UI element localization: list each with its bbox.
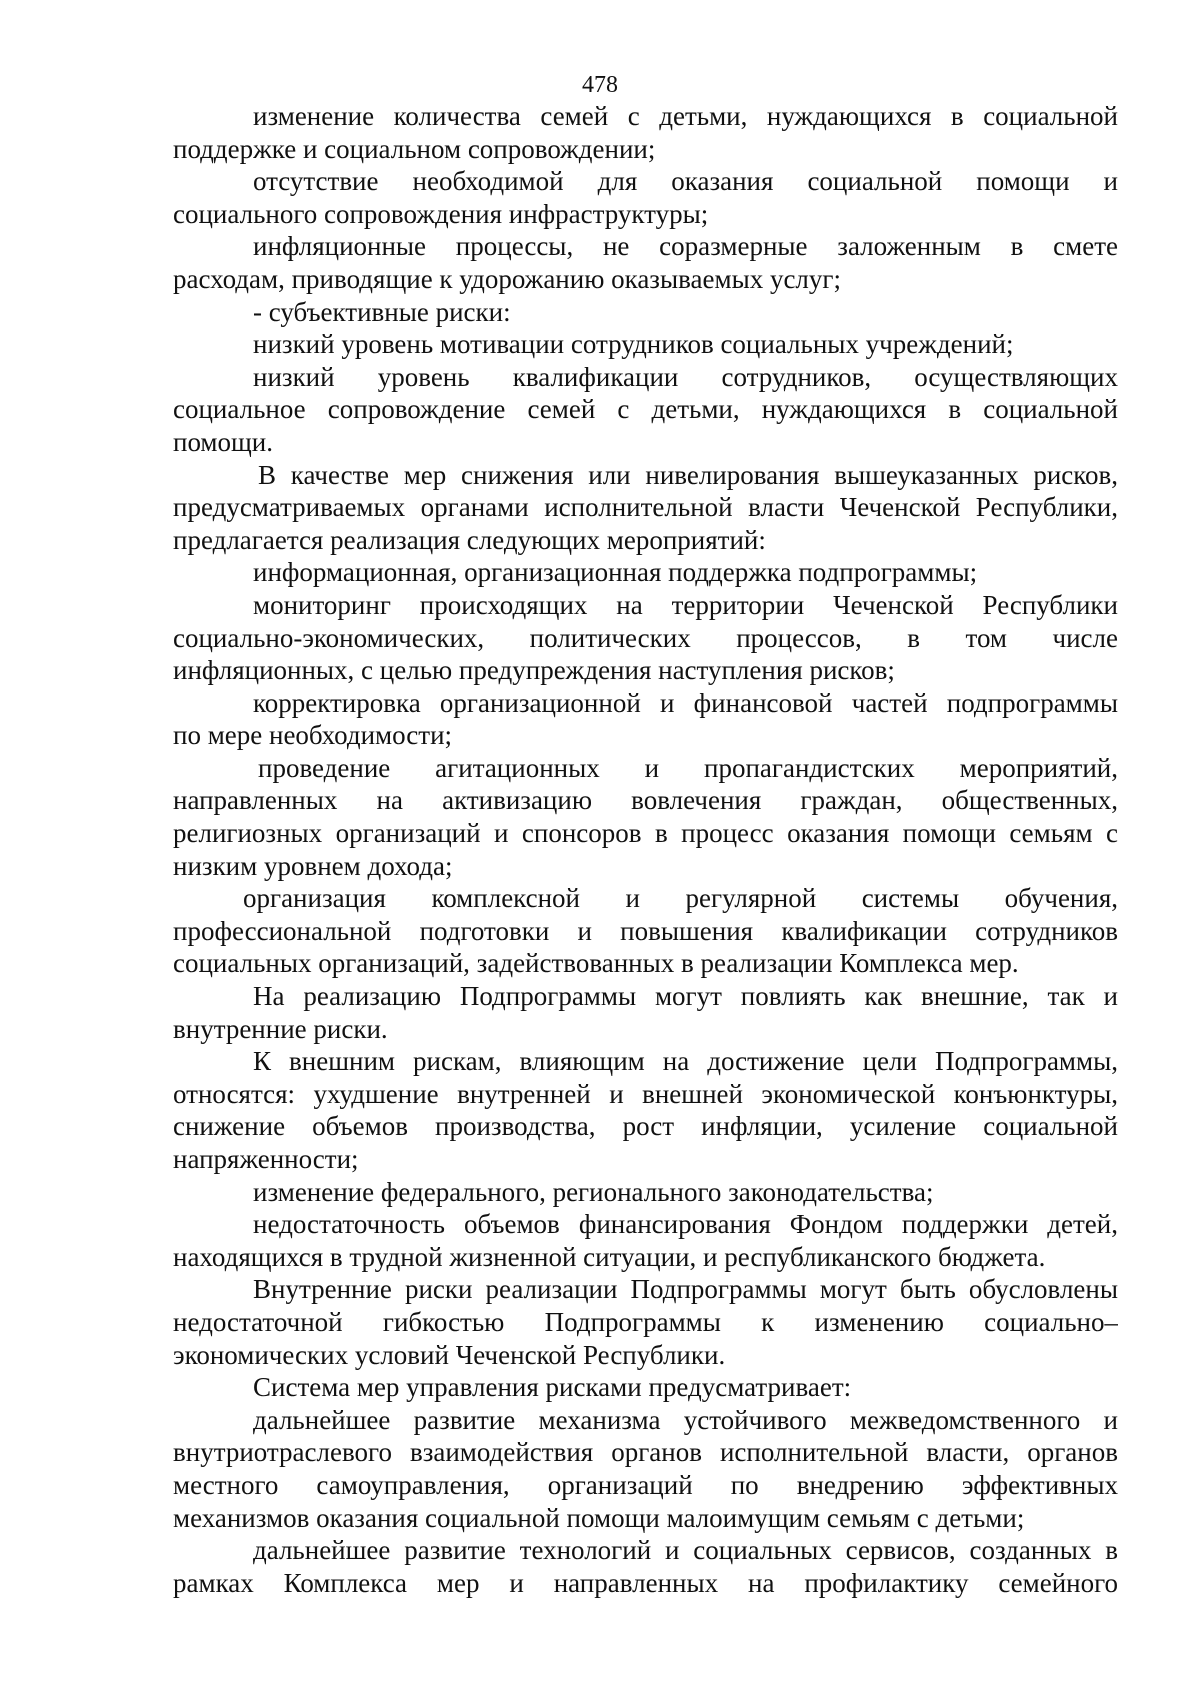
text-line: информационная, организационная поддержка подпрограммы; bbox=[253, 557, 978, 588]
text-line: относятся: ухудшение внутренней и внешней экономической конъюнктуры, bbox=[173, 1078, 1118, 1109]
text-line: недостаточность объемов финансирования Фондом поддержки детей, bbox=[253, 1209, 1118, 1240]
text-line: недостаточной гибкостью Подпрограммы к изменению социально– bbox=[173, 1306, 1118, 1337]
text-line: социально-экономических, политических процессов, в том числе bbox=[173, 622, 1118, 653]
text-line: низкий уровень квалификации сотрудников, осуществляющих bbox=[253, 361, 1118, 392]
text-line: внутренние риски. bbox=[173, 1013, 388, 1044]
text-line: внутриотраслевого взаимодействия органов исполнительной власти, органов bbox=[173, 1437, 1118, 1468]
text-line: социального сопровождения инфраструктуры; bbox=[173, 198, 709, 229]
text-line: напряженности; bbox=[173, 1144, 359, 1174]
text-line: экономических условий Чеченской Республики. bbox=[173, 1339, 726, 1370]
text-line: социальных организаций, задействованных в реализации Комплекса мер. bbox=[173, 948, 1019, 979]
text-line: Система мер управления рисками предусматривает: bbox=[253, 1372, 852, 1403]
text-line: помощи. bbox=[173, 426, 274, 457]
text-line: организация комплексной и регулярной системы обучения, bbox=[243, 883, 1118, 914]
text-line: по мере необходимости; bbox=[173, 720, 453, 751]
text-line: - субъективные риски: bbox=[253, 296, 511, 327]
text-line: социальное сопровождение семей с детьми, нуждающихся в социальной bbox=[173, 394, 1118, 425]
text-line: проведение агитационных и пропагандистских мероприятий, bbox=[258, 752, 1118, 783]
text-line: отсутствие необходимой для оказания социальной помощи и bbox=[253, 166, 1118, 197]
text-line: корректировка организационной и финансовой частей подпрограммы bbox=[253, 687, 1118, 718]
text-line: изменение федерального, регионального законодательства; bbox=[253, 1176, 934, 1207]
text-line: дальнейшее развитие технологий и социальных сервисов, созданных в bbox=[253, 1535, 1118, 1566]
text-line: инфляционные процессы, не соразмерные заложенным в смете bbox=[253, 231, 1118, 262]
text-line: рамках Комплекса мер и направленных на профилактику семейного bbox=[173, 1567, 1118, 1598]
text-line: инфляционных, с целью предупреждения наступления рисков; bbox=[173, 655, 895, 686]
text-line: механизмов оказания социальной помощи малоимущим семьям с детьми; bbox=[173, 1502, 1025, 1533]
text-line: предусматриваемых органами исполнительной власти Чеченской Республики, bbox=[173, 492, 1118, 523]
text-line: находящихся в трудной жизненной ситуации, и республиканского бюджета. bbox=[173, 1241, 1046, 1272]
text-line: дальнейшее развитие механизма устойчивого межведомственного и bbox=[253, 1404, 1118, 1435]
text-line: низким уровнем дохода; bbox=[173, 850, 453, 881]
text-line: предлагается реализация следующих мероприятий: bbox=[173, 524, 766, 555]
text-line: профессиональной подготовки и повышения квалификации сотрудников bbox=[173, 915, 1118, 946]
text-line: направленных на активизацию вовлечения граждан, общественных, bbox=[173, 785, 1118, 816]
text-line: религиозных организаций и спонсоров в процесс оказания помощи семьям с bbox=[173, 818, 1118, 849]
text-line: В качестве мер снижения или нивелирования вышеуказанных рисков, bbox=[258, 459, 1118, 490]
text-line: изменение количества семей с детьми, нуждающихся в социальной bbox=[253, 101, 1118, 131]
text-line: К внешним рискам, влияющим на достижение цели Подпрограммы, bbox=[253, 1046, 1118, 1077]
text-line: местного самоуправления, организаций по внедрению эффективных bbox=[173, 1469, 1118, 1500]
text-line: Внутренние риски реализации Подпрограммы могут быть обусловлены bbox=[253, 1274, 1118, 1305]
text-line: низкий уровень мотивации сотрудников социальных учреждений; bbox=[253, 329, 1014, 360]
text-line: мониторинг происходящих на территории Чеченской Республики bbox=[253, 589, 1118, 620]
text-line: поддержке и социальном сопровождении; bbox=[173, 133, 656, 164]
text-line: снижение объемов производства, рост инфляции, усиление социальной bbox=[173, 1111, 1118, 1142]
text-body bbox=[173, 100, 1118, 1599]
text-line: расходам, приводящие к удорожанию оказываемых услуг; bbox=[173, 263, 841, 294]
text-line: На реализацию Подпрограммы могут повлиять как внешние, так и bbox=[253, 981, 1118, 1012]
page-number: 478 bbox=[582, 72, 618, 98]
